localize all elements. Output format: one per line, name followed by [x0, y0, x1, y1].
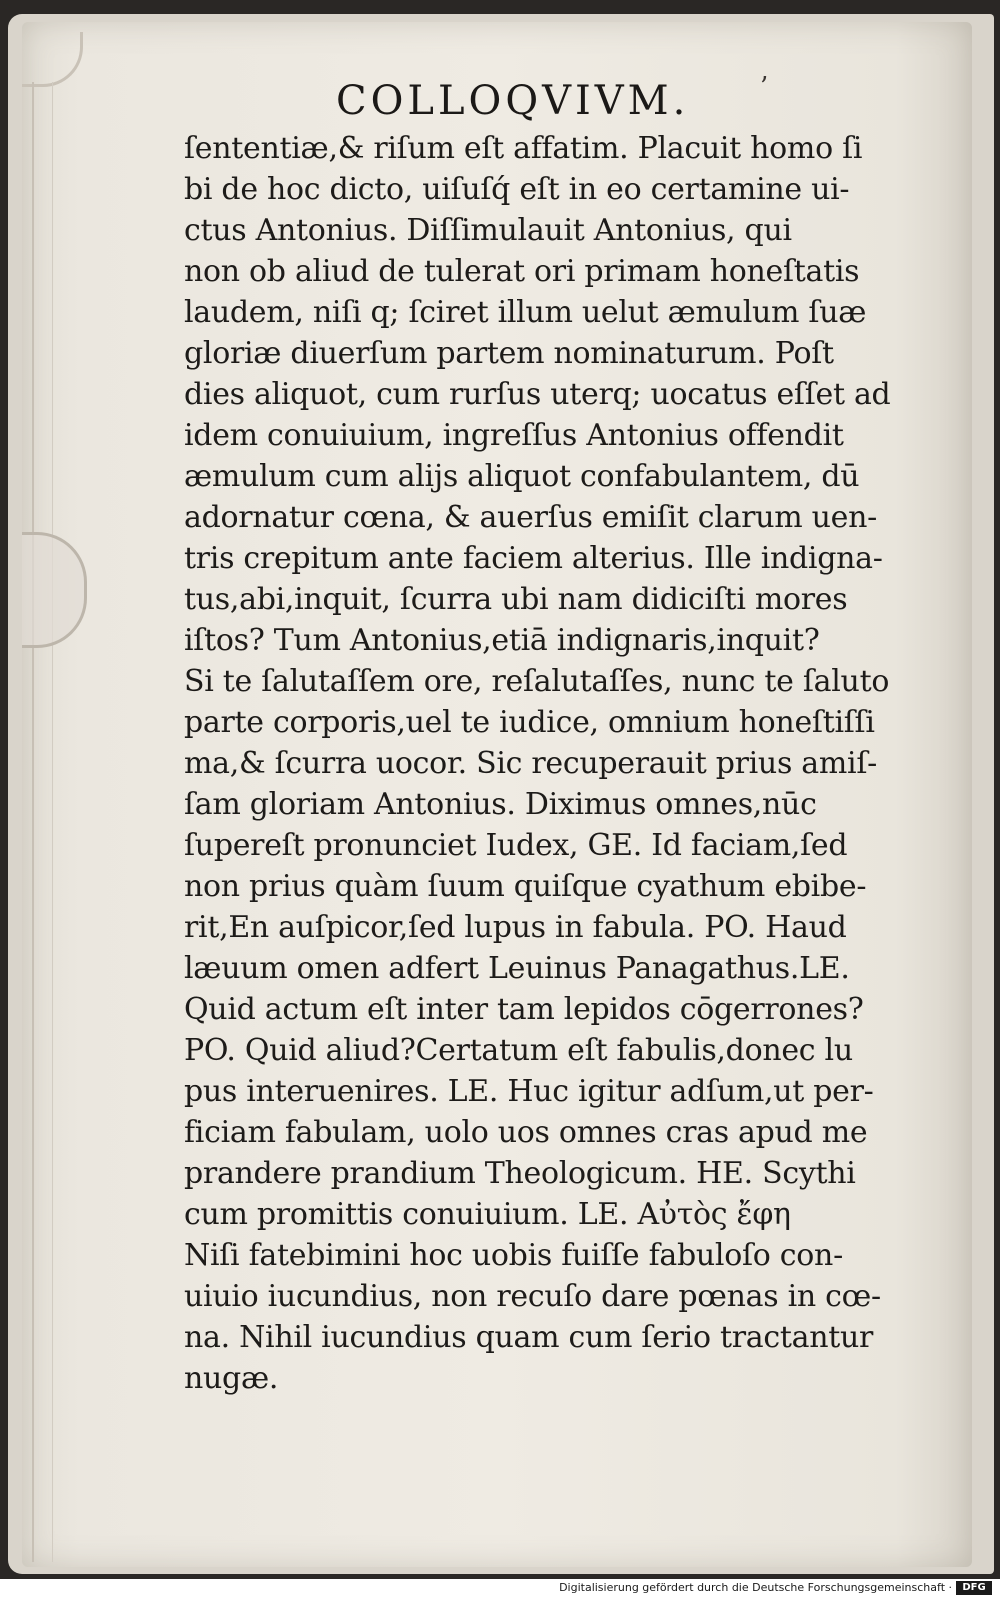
text-line: Quid actum eſt inter tam lepidos cōgerrones?: [184, 992, 864, 1027]
text-line: læuum omen adfert Leuinus Panagathus.LE.: [184, 951, 850, 986]
page-edges: [32, 82, 53, 1562]
text-block: [184, 128, 904, 1399]
text-line: prandere prandium Theologicum. HE. Scythi: [184, 1156, 856, 1191]
text-line: gloriæ diuerſum partem nominaturum. Poſt: [184, 336, 834, 371]
text-line: rit,En auſpicor,ſed lupus in fabula. PO. Haud: [184, 910, 847, 945]
page-curl-top: [22, 32, 83, 87]
text-line: tus,abi,inquit, ſcurra ubi nam didiciſti mores: [184, 582, 848, 617]
text-line: bi de hoc dicto, uiſuſq́ eſt in eo certamine ui-: [184, 172, 850, 207]
text-line: dies aliquot, cum rurſus uterq; uocatus eſſet ad: [184, 377, 891, 412]
text-line: cum promittis conuiuium. LE. Αὐτὸς ἔφη: [184, 1197, 791, 1232]
footer-credit: Digitalisierung gefördert durch die Deutsche Forschungsgemeinschaft ·: [559, 1581, 952, 1594]
text-line: æmulum cum alijs aliquot confabulantem, dū: [184, 459, 860, 494]
text-line: ſam gloriam Antonius. Diximus omnes,nūc: [184, 787, 817, 822]
text-line: na. Nihil iucundius quam cum ſerio tractantur: [184, 1320, 874, 1355]
text-line: nugæ.: [184, 1361, 279, 1396]
text-line: Niſi fatebimini hoc uobis fuiſſe fabuloſo con-: [184, 1238, 843, 1273]
running-head: COLLOQVIVM.: [336, 78, 690, 124]
text-line: ſententiæ,& riſum eſt affatim. Placuit homo ſi: [184, 131, 863, 166]
text-line: pus interuenires. LE. Huc igitur adſum,ut per-: [184, 1074, 874, 1109]
text-line: uiuio iucundius, non recuſo dare pœnas in cœ-: [184, 1279, 881, 1314]
text-line: non prius quàm ſuum quiſque cyathum ebibe-: [184, 869, 867, 904]
text-line: ctus Antonius. Diſſimulauit Antonius, qui: [184, 213, 792, 248]
binding-clasp: [22, 532, 87, 648]
text-line: ficiam fabulam, uolo uos omnes cras apud me: [184, 1115, 868, 1150]
text-line: ſupereſt pronunciet Iudex, GE. Id faciam,ſed: [184, 828, 848, 863]
text-line: tris crepitum ante faciem alterius. Ille indigna-: [184, 541, 883, 576]
text-line: laudem, niſi q; ſciret illum uelut æmulum ſuæ: [184, 295, 867, 330]
text-line: non ob aliud de tulerat ori primam honeſtatis: [184, 254, 860, 289]
ink-mark: ’: [760, 72, 769, 102]
dfg-logo: DFG: [956, 1581, 992, 1595]
text-line: Si te ſalutaſſem ore, reſalutaſſes, nunc te ſaluto: [184, 664, 890, 699]
text-line: idem conuiuium, ingreſſus Antonius offendit: [184, 418, 844, 453]
text-line: adornatur cœna, & auerſus emiſit clarum uen-: [184, 500, 877, 535]
text-line: iſtos? Tum Antonius,etiā indignaris,inquit?: [184, 623, 820, 658]
text-line: parte corporis,uel te iudice, omnium honeſtiſſi: [184, 705, 875, 740]
text-line: ma,& ſcurra uocor. Sic recuperauit prius amiſ-: [184, 746, 877, 781]
text-line: PO. Quid aliud?Certatum eſt fabulis,donec lu: [184, 1033, 853, 1068]
